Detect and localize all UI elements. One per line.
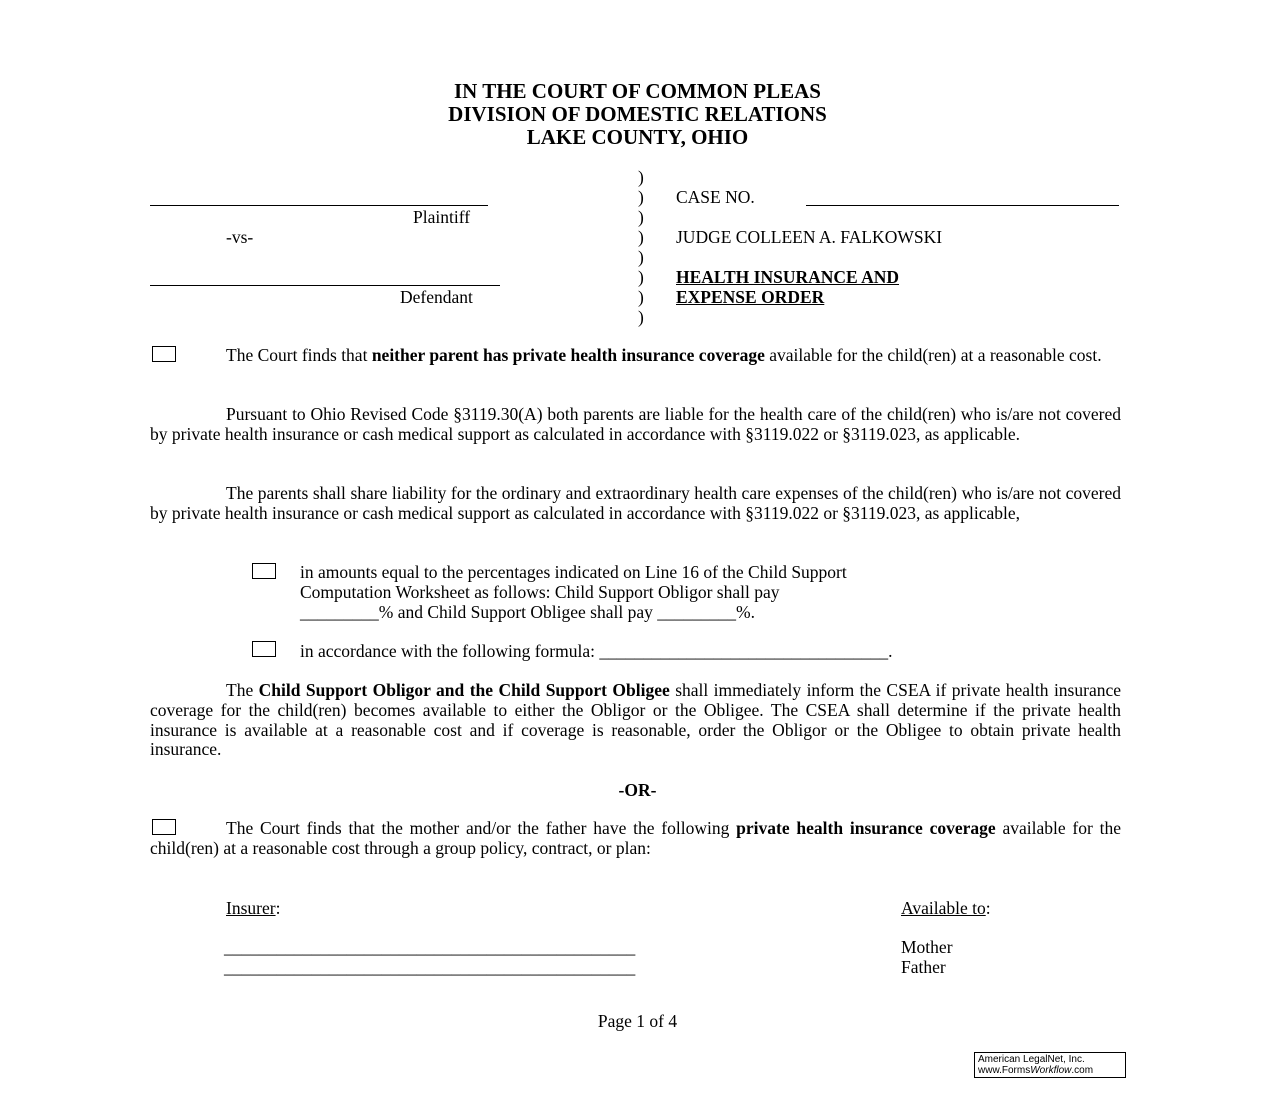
caption-paren: ) [638,247,644,267]
case-no-label: CASE NO. [676,187,755,207]
private-rest: available for the child(ren) at a reasonable cost through a group policy, contract, or plan: [150,818,1121,858]
order-title-line1: HEALTH INSURANCE AND [676,267,900,287]
private-lead: The Court finds that the mother and/or the father have the following [226,818,737,838]
available-father: Father [901,957,946,977]
available-to-label: Available to [901,898,986,918]
case-no-line[interactable] [806,205,1119,206]
available-to-colon: : [985,898,991,918]
caption-paren: ) [638,287,644,307]
plaintiff-name-line[interactable] [150,205,488,206]
vs-label: -vs- [226,227,254,247]
judge-name: JUDGE COLLEEN A. FALKOWSKI [676,227,943,247]
caption-paren: ) [638,227,644,247]
share-liability-text: The parents shall share liability for the ordinary and extraordinary health care expenses of the child(ren) who is/are not covered by private health insurance or cash medical support as calculated in accordance with §3119.022 or §3119.023, as applicable, [150,483,1121,523]
private-bold: private health insurance coverage [736,818,996,838]
percentage-option-checkbox[interactable] [252,563,276,579]
inform-csea-paragraph [150,681,1121,760]
inform-bold: Child Support Obligor and the Child Support Obligee [258,680,670,700]
finding-text: The Court finds that [226,345,372,365]
order-title-line2: EXPENSE ORDER [676,287,825,307]
pursuant-text: Pursuant to Ohio Revised Code §3119.30(A) both parents are liable for the health care of the child(ren) who is/are not covered by private health insurance or cash medical support as calculated in accordance with §3119.022 or §3119.023, as applicable. [150,404,1121,444]
insurer-label: Insurer [226,898,276,918]
defendant-name-line[interactable] [150,285,500,286]
caption-paren: ) [638,187,644,207]
publisher-url-prefix: www.Forms [978,1065,1031,1076]
plaintiff-label: Plaintiff [413,207,471,227]
publisher-url-suffix: .com [1071,1065,1094,1076]
publisher-name: American LegalNet, Inc. [978,1054,1085,1065]
court-title: IN THE COURT OF COMMON PLEAS [454,79,821,103]
publisher-url [978,1065,1122,1076]
division-title: DIVISION OF DOMESTIC RELATIONS [448,102,827,126]
caption-paren: ) [638,267,644,287]
formula-option-text: in accordance with the following formula: _________________________________. [300,641,893,661]
share-liability-paragraph [150,484,1121,524]
insurer-colon: : [275,898,281,918]
percentage-option-line3: _________% and Child Support Obligee shall pay _________%. [300,602,755,622]
caption-paren: ) [638,307,644,327]
defendant-label: Defendant [400,287,473,307]
finding-bold: neither parent has private health insurance coverage [371,345,765,365]
available-to-heading [901,898,991,918]
inform-rest: shall immediately inform the CSEA if private health insurance coverage for the child(ren) becomes available to either the Obligor or the Obligee. The CSEA shall determine if the private health insurance is available at a reasonable cost and if coverage is reasonable, order the Obligor or the Obligee to obtain private health insurance. [150,680,1122,760]
publisher-url-italic: Workflow [1030,1065,1072,1076]
no-insurance-finding [150,346,1121,366]
insurer-heading [226,898,280,918]
county-title: LAKE COUNTY, OHIO [526,125,749,149]
publisher-stamp [974,1052,1126,1078]
or-separator: -OR- [618,780,657,800]
page-number: Page 1 of 4 [597,1011,678,1031]
available-mother: Mother [901,937,953,957]
insurer-line-1[interactable]: _______________________________________________ [224,937,636,957]
finding-text-rest: available for the child(ren) at a reasonable cost. [764,345,1102,365]
caption-paren: ) [638,207,644,227]
pursuant-paragraph [150,405,1121,445]
private-insurance-finding [150,819,1121,859]
insurer-line-2[interactable]: _______________________________________________ [224,957,636,977]
caption-paren: ) [638,167,644,187]
formula-option-checkbox[interactable] [252,641,276,657]
percentage-option-line1: in amounts equal to the percentages indicated on Line 16 of the Child Support [300,562,847,582]
percentage-option-line2: Computation Worksheet as follows: Child Support Obligor shall pay [300,582,780,602]
inform-lead: The [226,680,259,700]
